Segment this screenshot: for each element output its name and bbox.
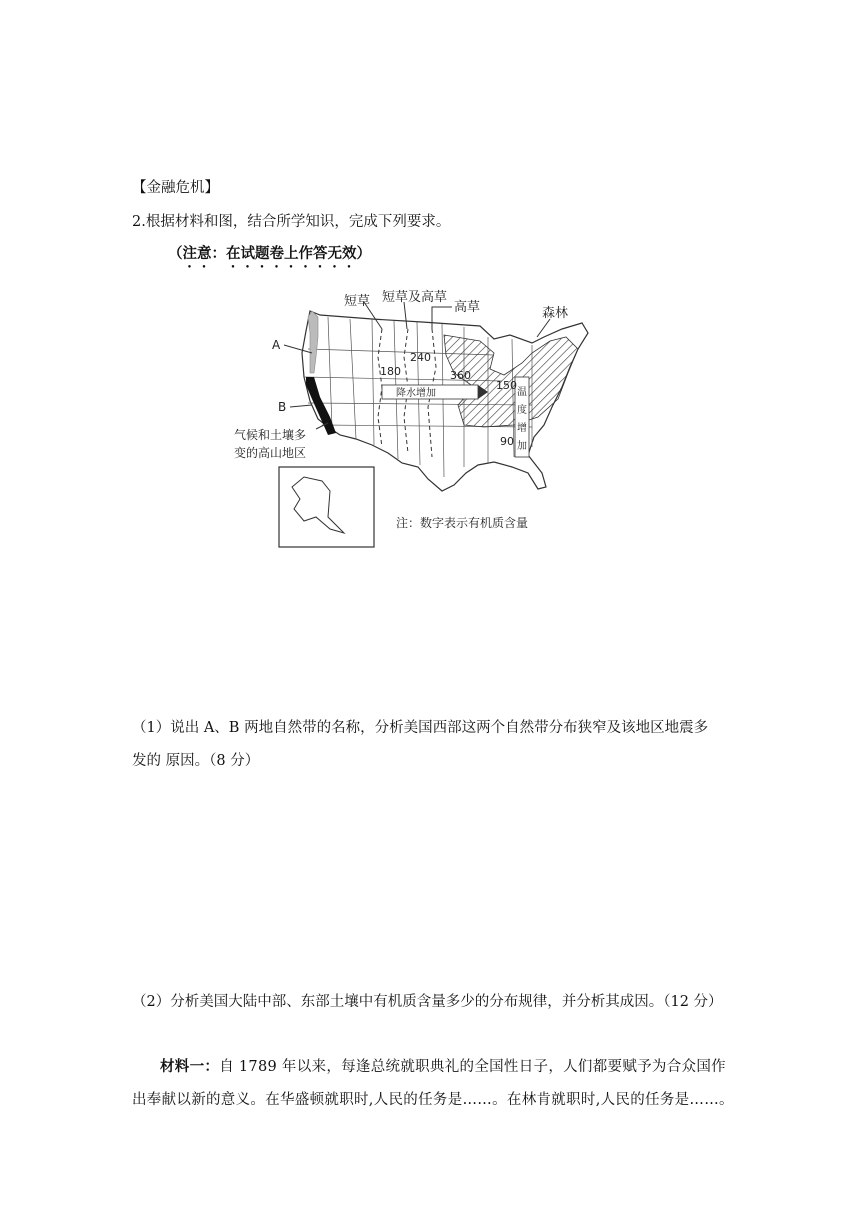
- mountain-label-1: 气候和土壤多: [234, 428, 307, 442]
- value-90: 90: [500, 435, 514, 448]
- question-text: 2.根据材料和图，结合所学知识，完成下列要求。: [132, 214, 451, 230]
- a-leader: [284, 345, 312, 353]
- alaska-shape: [292, 477, 344, 533]
- short-tall-leader: [404, 302, 407, 329]
- temp-label-4: 加: [517, 441, 527, 452]
- forest-leader: [537, 319, 550, 337]
- point-b-label: B: [278, 400, 287, 414]
- point-a-label: A: [272, 338, 281, 352]
- notice-text: 注意：在试题卷上作答无效: [182, 245, 357, 262]
- notice: [168, 244, 371, 271]
- sub-question-1: [132, 712, 734, 778]
- temp-label-2: 度: [517, 405, 527, 416]
- b-leader: [290, 405, 312, 407]
- material-1-label: 材料一：: [160, 1058, 220, 1075]
- notice-close: ）: [356, 245, 371, 262]
- zone-a-band: [308, 311, 318, 373]
- sub-question-2: （2）分析美国大陆中部、东部土壤中有机质含量多少的分布规律，并分析其成因。（12 分）: [132, 994, 723, 1010]
- material-1-line-1: [132, 1050, 734, 1084]
- short-grass-label: 短草: [344, 294, 371, 309]
- us-soil-map: [232, 277, 602, 552]
- tall-grass-label: 高草: [454, 300, 481, 315]
- value-150: 150: [496, 379, 517, 392]
- alaska-inset: [279, 467, 374, 547]
- material-1: [132, 1050, 734, 1117]
- precip-label: 降水增加: [396, 388, 436, 399]
- notice-open: （: [168, 245, 183, 262]
- value-240: 240: [410, 351, 431, 364]
- temp-label-1: 温: [517, 387, 527, 398]
- temp-label-3: 增: [517, 423, 527, 434]
- sub-question-1-line-1: （1）说出 A、B 两地自然带的名称，分析美国西部这两个自然带分布狭窄及该地区地震多: [132, 720, 709, 736]
- material-1-line-2: 出奉献以新的意义。在华盛顿就职时,人民的任务是……。在林肯就职时,人民的任务是……。: [132, 1092, 734, 1108]
- material-1-text-1: 自 1789 年以来，每逢总统就职典礼的全国性日子，人们都要赋予为合众国作: [219, 1059, 726, 1075]
- map-note: 注：数字表示有机质含量: [396, 516, 529, 530]
- mountain-label-2: 变的高山地区: [234, 446, 307, 460]
- forest-label: 森林: [542, 306, 569, 321]
- sub-question-1-line-2: 发的 原因。（8 分）: [132, 753, 260, 769]
- value-360: 360: [450, 369, 471, 382]
- section-title: 【金融危机】: [132, 180, 219, 196]
- value-180: 180: [380, 365, 401, 378]
- short-tall-grass-label: 短草及高草: [382, 290, 448, 305]
